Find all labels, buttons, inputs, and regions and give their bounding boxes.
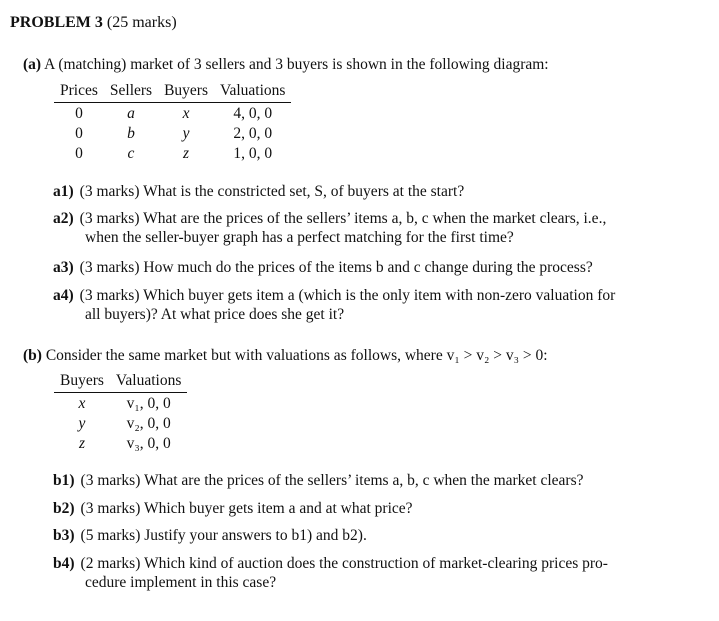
part-b-label: (b) [23, 347, 42, 364]
problem-title-marks: (25 marks) [106, 14, 177, 31]
seller-cell: c [127, 144, 135, 162]
part-b-intro: Consider the same market but with valuations as follows, where v₁ > v₂ > v₃ > 0: [45, 347, 548, 364]
question-text: (3 marks) How much do the prices of the items b and c change during the process? [79, 259, 593, 276]
valuation-cell: v₁, 0, 0 [126, 394, 171, 412]
question-label: b1) [53, 472, 75, 489]
header-buyers: Buyers [60, 372, 104, 389]
question-text-continued: all buyers)? At what price does she get it? [85, 306, 345, 324]
question-b2 [53, 499, 693, 518]
question-text: (3 marks) What are the prices of the sellers’ items a, b, c when the market clears? [80, 472, 584, 489]
question-b4 [53, 554, 693, 593]
valuation-cell: 2, 0, 0 [233, 124, 273, 142]
buyer-cell: y [182, 124, 190, 142]
price-cell: 0 [75, 144, 83, 162]
seller-cell: b [127, 124, 135, 142]
question-label: a3) [53, 259, 74, 276]
question-a2 [53, 209, 693, 248]
part-a-label: (a) [23, 56, 42, 73]
question-a3 [53, 258, 693, 277]
question-label: b3) [53, 527, 75, 544]
question-text: (2 marks) Which kind of auction does the construction of market-clearing prices pro- [80, 555, 608, 572]
table-row [54, 433, 187, 453]
valuation-cell: v₃, 0, 0 [126, 434, 171, 452]
question-label: a4) [53, 287, 74, 304]
buyer-cell: z [78, 434, 85, 452]
question-a1 [53, 182, 693, 201]
question-text: (3 marks) What is the constricted set, S, of buyers at the start? [79, 183, 465, 200]
price-cell: 0 [75, 124, 83, 142]
table-row [54, 393, 187, 414]
part-a-intro-line [23, 55, 549, 74]
valuation-cell: 4, 0, 0 [233, 104, 273, 122]
table-row [54, 413, 187, 433]
question-label: a2) [53, 210, 74, 227]
question-b3 [53, 526, 693, 545]
part-a-intro: A (matching) market of 3 sellers and 3 buyers is shown in the following diagram: [44, 56, 549, 73]
problem-title [10, 13, 177, 33]
header-prices: Prices [60, 82, 98, 99]
valuation-cell: 1, 0, 0 [233, 144, 273, 162]
seller-cell: a [127, 104, 135, 122]
table-row [54, 143, 291, 163]
question-label: b2) [53, 500, 75, 517]
header-valuations: Valuations [220, 82, 286, 99]
question-text-continued: cedure implement in this case? [85, 574, 277, 592]
part-a-table-header [54, 80, 291, 103]
question-b1 [53, 471, 693, 490]
valuation-cell: v₂, 0, 0 [126, 414, 171, 432]
buyer-cell: x [182, 104, 190, 122]
header-sellers: Sellers [109, 82, 153, 99]
table-row [54, 103, 291, 124]
buyer-cell: z [183, 144, 190, 162]
part-b-table [54, 370, 187, 453]
question-label: b4) [53, 555, 75, 572]
question-text: (3 marks) Which buyer gets item a (which is the only item with non-zero valuation for [79, 287, 616, 304]
header-buyers: Buyers [164, 82, 208, 99]
question-text: (3 marks) What are the prices of the sellers’ items a, b, c when the market clears, i.e., [79, 210, 607, 227]
problem-title-bold: PROBLEM 3 [10, 14, 103, 31]
question-a4 [53, 286, 693, 325]
price-cell: 0 [75, 104, 83, 122]
question-text-continued: when the seller-buyer graph has a perfect matching for the first time? [85, 229, 514, 247]
buyer-cell: x [78, 394, 86, 412]
part-a-table [54, 80, 291, 163]
question-label: a1) [53, 183, 74, 200]
header-valuations: Valuations [115, 372, 182, 389]
question-text: (3 marks) Which buyer gets item a and at what price? [80, 500, 413, 517]
question-text: (5 marks) Justify your answers to b1) and b2). [80, 527, 367, 544]
buyer-cell: y [78, 414, 86, 432]
part-b-intro-line [23, 346, 548, 365]
table-row [54, 123, 291, 143]
part-b-table-header [54, 370, 187, 393]
